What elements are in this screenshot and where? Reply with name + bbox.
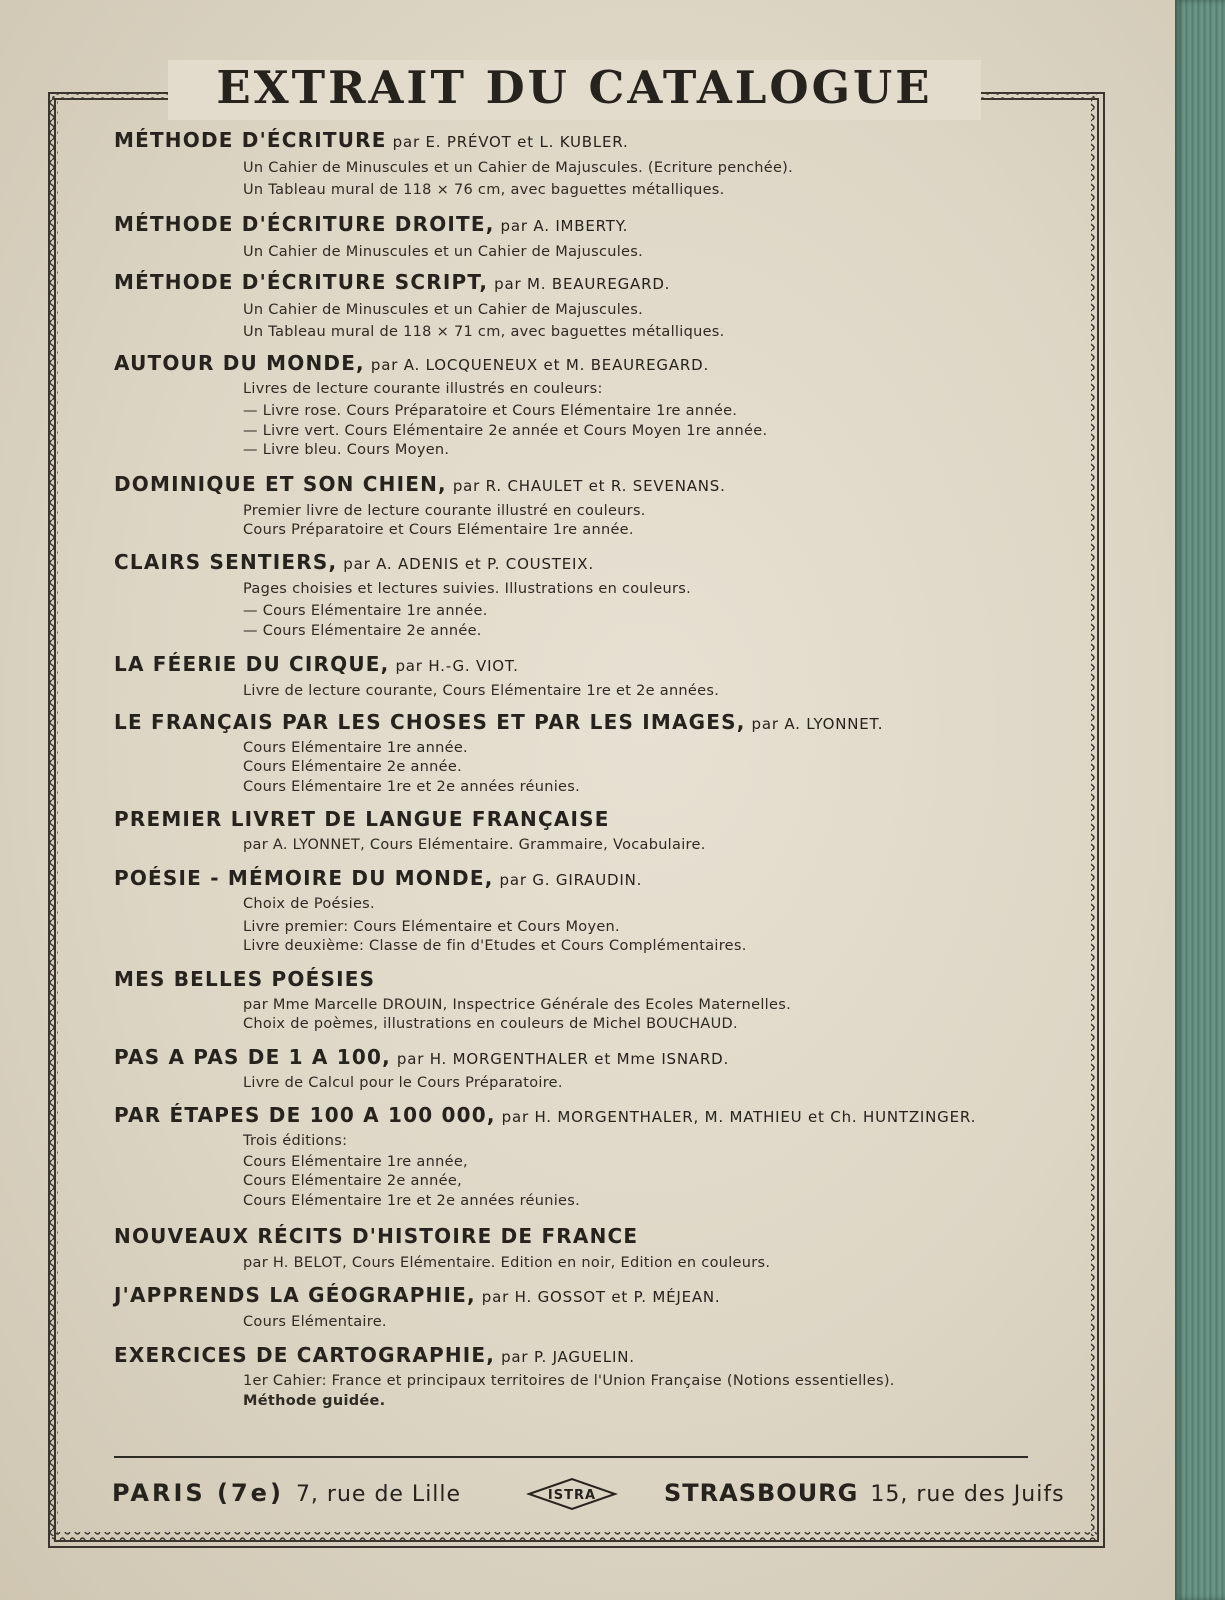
entry-title-text: J'APPRENDS LA GÉOGRAPHIE, bbox=[114, 1283, 476, 1307]
entry-author: par A. LYONNET. bbox=[751, 715, 884, 733]
entry-title bbox=[114, 1343, 635, 1369]
entry-title-text: MÉTHODE D'ÉCRITURE bbox=[114, 128, 387, 152]
entry-title bbox=[114, 351, 709, 377]
entry-line: — Livre bleu. Cours Moyen. bbox=[243, 442, 450, 458]
entry-title-text: MÉTHODE D'ÉCRITURE DROITE, bbox=[114, 212, 495, 236]
entry-line: 1er Cahier: France et principaux territoires de l'Union Française (Notions essentielles). bbox=[243, 1373, 895, 1389]
entry-line: par A. LYONNET, Cours Elémentaire. Grammaire, Vocabulaire. bbox=[243, 837, 706, 853]
entry-title bbox=[114, 128, 629, 154]
entry-title-text: EXERCICES DE CARTOGRAPHIE, bbox=[114, 1343, 496, 1367]
entry-line: Trois éditions: bbox=[243, 1133, 348, 1149]
entry-author: par M. BEAUREGARD. bbox=[494, 275, 671, 293]
footer-left-city: PARIS (7e) bbox=[112, 1479, 284, 1507]
entry-line: Pages choisies et lectures suivies. Illustrations en couleurs. bbox=[243, 581, 691, 597]
entry-title bbox=[114, 652, 519, 678]
entry-line: Cours Elémentaire 1re et 2e années réunies. bbox=[243, 1193, 581, 1209]
entry-title bbox=[114, 1283, 721, 1309]
entry-title bbox=[114, 967, 375, 991]
page-title: EXTRAIT DU CATALOGUE bbox=[216, 61, 933, 114]
entry-title-text: PAS A PAS DE 1 A 100, bbox=[114, 1045, 391, 1069]
entry-title bbox=[114, 472, 726, 498]
entry-line: Cours Elémentaire 1re année, bbox=[243, 1154, 468, 1170]
entry-line: Premier livre de lecture courante illustré en couleurs. bbox=[243, 503, 646, 519]
entry-author: par E. PRÉVOT et L. KUBLER. bbox=[392, 133, 629, 151]
entry-line: Choix de poèmes, illustrations en couleurs de Michel BOUCHAUD. bbox=[243, 1016, 738, 1032]
entry-title-text: PAR ÉTAPES DE 100 A 100 000, bbox=[114, 1103, 496, 1127]
entry-title bbox=[114, 212, 628, 238]
entry-title-text: CLAIRS SENTIERS, bbox=[114, 550, 338, 574]
footer-right-address: 15, rue des Juifs bbox=[870, 1482, 1065, 1507]
entry-title bbox=[114, 710, 883, 736]
entry-line: par H. BELOT, Cours Elémentaire. Edition en noir, Edition en couleurs. bbox=[243, 1255, 771, 1271]
entry-line: Cours Préparatoire et Cours Elémentaire 1re année. bbox=[243, 522, 634, 538]
footer-right-city: STRASBOURG bbox=[664, 1479, 859, 1507]
entry-line: Cours Elémentaire 1re année. bbox=[243, 740, 468, 756]
entry-line: — Livre rose. Cours Préparatoire et Cours Elémentaire 1re année. bbox=[243, 403, 738, 419]
entry-line: Choix de Poésies. bbox=[243, 896, 375, 912]
entry-line: — Livre vert. Cours Elémentaire 2e année et Cours Moyen 1re année. bbox=[243, 423, 768, 439]
footer-left-address: 7, rue de Lille bbox=[295, 1482, 462, 1507]
entry-line: Méthode guidée. bbox=[243, 1393, 386, 1409]
entry-line: Un Cahier de Minuscules et un Cahier de Majuscules. bbox=[243, 302, 644, 318]
entry-line: — Cours Elémentaire 1re année. bbox=[243, 603, 488, 619]
entry-title bbox=[114, 1045, 729, 1071]
entry-title bbox=[114, 1224, 638, 1248]
entry-line: par Mme Marcelle DROUIN, Inspectrice Générale des Ecoles Maternelles. bbox=[243, 997, 791, 1013]
entry-title bbox=[114, 1103, 976, 1129]
footer-rule bbox=[114, 1456, 1028, 1458]
entry-title-text: PREMIER LIVRET DE LANGUE FRANÇAISE bbox=[114, 807, 610, 831]
istra-logo-icon bbox=[526, 1476, 618, 1512]
entry-title-text: NOUVEAUX RÉCITS D'HISTOIRE DE FRANCE bbox=[114, 1224, 639, 1248]
entry-title-text: MÉTHODE D'ÉCRITURE SCRIPT, bbox=[114, 270, 489, 294]
footer-left bbox=[112, 1478, 461, 1510]
entry-title-text: MES BELLES POÉSIES bbox=[114, 967, 376, 991]
entry-title bbox=[114, 270, 670, 296]
entry-line: Un Tableau mural de 118 × 71 cm, avec baguettes métalliques. bbox=[243, 324, 725, 340]
entry-line: Un Cahier de Minuscules et un Cahier de Majuscules. (Ecriture penchée). bbox=[243, 160, 794, 176]
entry-line: Cours Elémentaire 2e année. bbox=[243, 759, 463, 775]
entry-line: Un Cahier de Minuscules et un Cahier de Majuscules. bbox=[243, 244, 644, 260]
entry-title-text: AUTOUR DU MONDE, bbox=[114, 351, 365, 375]
logo-text: ISTRA bbox=[547, 1488, 597, 1503]
entry-author: par A. IMBERTY. bbox=[500, 217, 629, 235]
footer-right bbox=[664, 1478, 1065, 1510]
entry-author: par H. GOSSOT et P. MÉJEAN. bbox=[481, 1288, 721, 1306]
entry-line: Livre de Calcul pour le Cours Préparatoire. bbox=[243, 1075, 563, 1091]
entry-line: Livre premier: Cours Elémentaire et Cours Moyen. bbox=[243, 919, 620, 935]
entry-line: Cours Elémentaire 2e année, bbox=[243, 1173, 463, 1189]
entry-title-text: POÉSIE - MÉMOIRE DU MONDE, bbox=[114, 866, 494, 890]
entry-line: Cours Elémentaire 1re et 2e années réunies. bbox=[243, 779, 581, 795]
entry-author: par H. MORGENTHALER, M. MATHIEU et Ch. HUNTZINGER. bbox=[501, 1108, 977, 1126]
entry-author: par G. GIRAUDIN. bbox=[499, 871, 643, 889]
entry-title-text: LE FRANÇAIS PAR LES CHOSES ET PAR LES IMAGES, bbox=[114, 710, 746, 734]
entry-author: par A. ADENIS et P. COUSTEIX. bbox=[343, 555, 594, 573]
entry-title-text: LA FÉERIE DU CIRQUE, bbox=[114, 652, 390, 676]
entry-author: par P. JAGUELIN. bbox=[501, 1348, 635, 1366]
entry-line: Livre deuxième: Classe de fin d'Etudes et Cours Complémentaires. bbox=[243, 938, 747, 954]
entry-author: par H. MORGENTHALER et Mme ISNARD. bbox=[396, 1050, 730, 1068]
entry-title bbox=[114, 866, 642, 892]
entry-line: Livre de lecture courante, Cours Elémentaire 1re et 2e années. bbox=[243, 683, 720, 699]
entry-author: par H.-G. VIOT. bbox=[395, 657, 519, 675]
entry-author: par A. LOCQUENEUX et M. BEAUREGARD. bbox=[370, 356, 710, 374]
entry-line: Cours Elémentaire. bbox=[243, 1314, 387, 1330]
entry-title bbox=[114, 550, 594, 576]
entry-line: Livres de lecture courante illustrés en couleurs: bbox=[243, 381, 603, 397]
book-spine bbox=[1175, 0, 1225, 1600]
entry-title-text: DOMINIQUE ET SON CHIEN, bbox=[114, 472, 447, 496]
entry-line: Un Tableau mural de 118 × 76 cm, avec baguettes métalliques. bbox=[243, 182, 725, 198]
entry-line: — Cours Elémentaire 2e année. bbox=[243, 623, 482, 639]
entry-author: par R. CHAULET et R. SEVENANS. bbox=[452, 477, 726, 495]
entry-title bbox=[114, 807, 610, 831]
